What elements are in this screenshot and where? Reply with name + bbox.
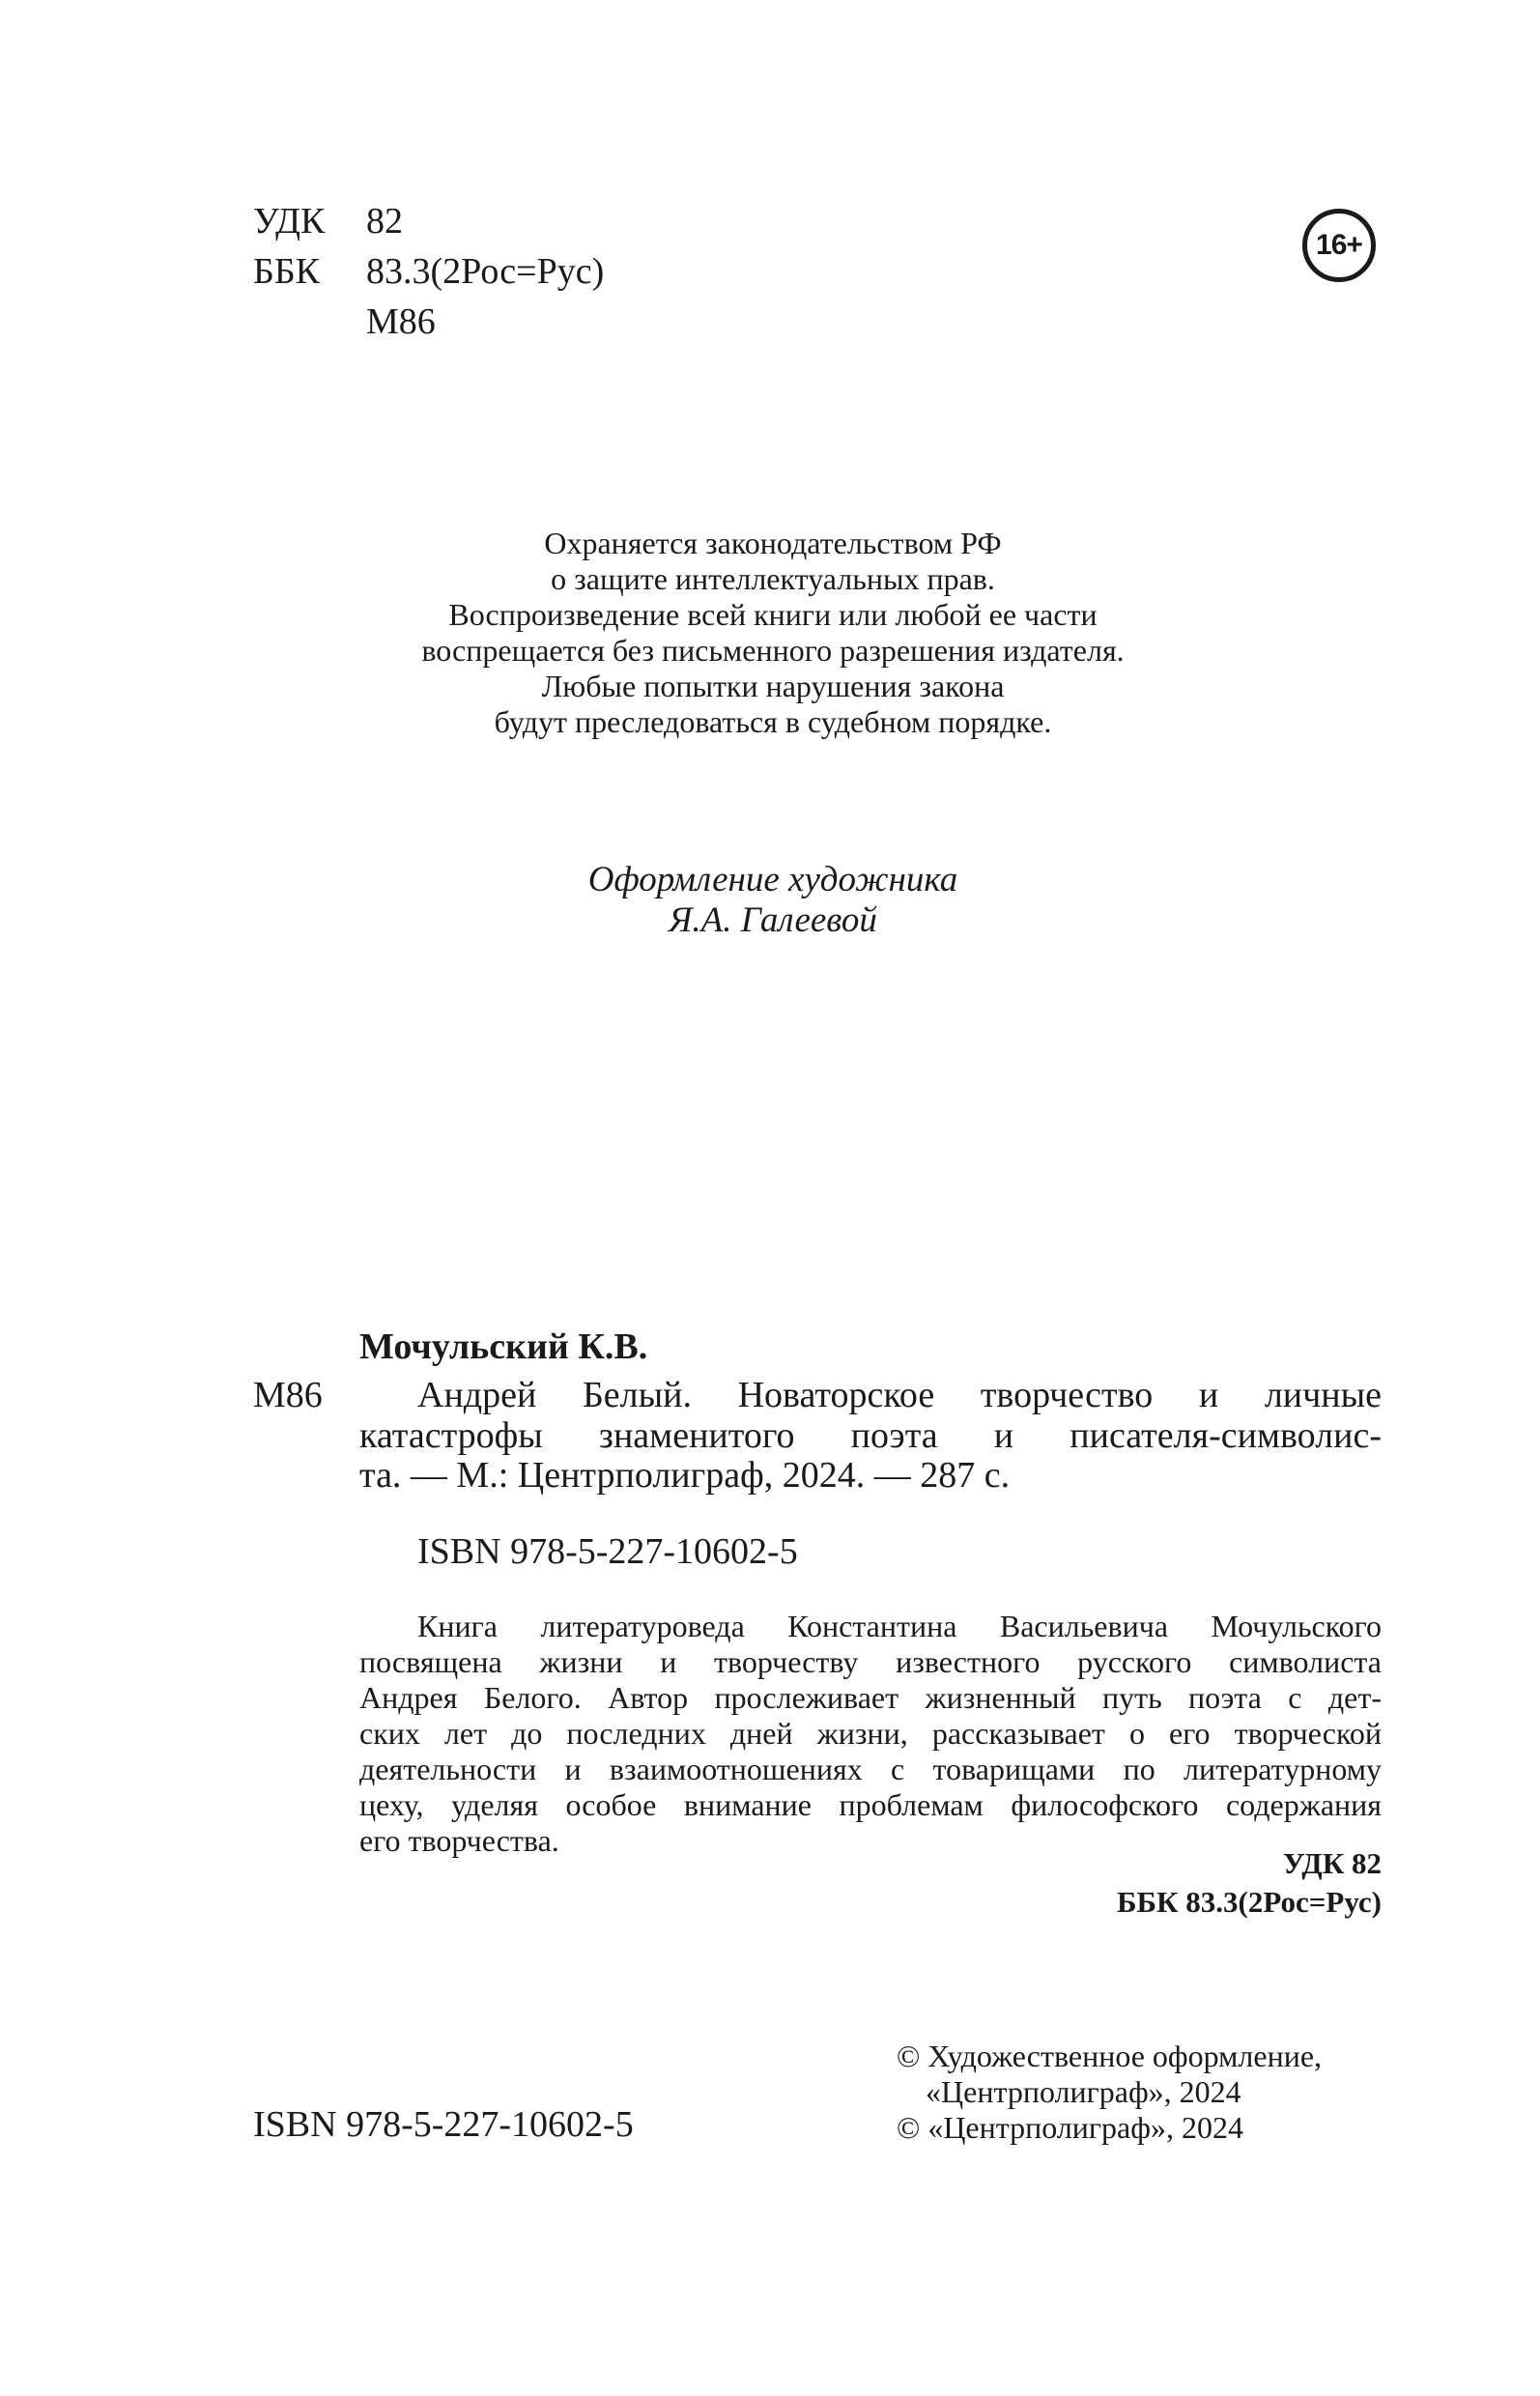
annotation [359, 1609, 1382, 1859]
legal-notice-line: воспрещается без письменного разрешения издателя. [421, 633, 1125, 668]
annotation-line: Книга литературоведа Константина Васильевича Мочульского [417, 1609, 1382, 1643]
copyright-block [897, 2039, 1322, 2146]
legal-notice [290, 526, 1256, 740]
copyright-line: © Художественное оформление, [897, 2039, 1323, 2073]
legal-notice-line: Охраняется законодательством РФ [544, 526, 1002, 560]
catalog-isbn: ISBN 978-5-227-10602-5 [417, 1531, 798, 1572]
legal-notice-line: будут преследоваться в судебном порядке. [494, 704, 1052, 739]
footer-isbn: ISBN 978-5-227-10602-5 [253, 2104, 634, 2145]
author-mark: М86 [366, 301, 436, 342]
catalog-author: Мочульский К.В. [359, 1326, 648, 1367]
udk-code [253, 203, 403, 240]
catalog-title-line: та. — М.: Центрполиграф, 2024. — 287 с. [359, 1455, 1011, 1496]
designer-name: Я.А. Галеевой [669, 900, 877, 940]
annotation-line: цеху, уделяя особое внимание проблемам философского содержания [359, 1787, 1382, 1822]
udk-label: УДК [253, 201, 326, 242]
legal-notice-line: Любые попытки нарушения закона [541, 669, 1005, 703]
legal-notice-line: Воспроизведение всей книги или любой ее части [448, 597, 1098, 632]
copyright-line: «Центрполиграф», 2024 [926, 2074, 1241, 2109]
catalog-call-number: М86 [253, 1375, 323, 1415]
age-rating-badge: 16+ [1302, 209, 1376, 282]
catalog-title-line: катастрофы знаменитого поэта и писателя-символис- [359, 1414, 1382, 1456]
catalog-title-line: Андрей Белый. Новаторское творчество и личные [417, 1375, 1382, 1415]
bbk-value: 83.3(2Рос=Рус) [366, 251, 605, 292]
annotation-line: Андрея Белого. Автор прослеживает жизненный путь поэта с дет- [359, 1680, 1382, 1715]
designer-credit [386, 860, 1159, 941]
legal-notice-line: о защите интеллектуальных прав. [551, 561, 995, 596]
author-mark-row [253, 303, 436, 340]
annotation-line: посвящена жизни и творчеству известного русского символиста [359, 1644, 1382, 1679]
bbk-label: ББК [253, 251, 320, 292]
bbk-code [253, 253, 604, 290]
annotation-line: его творчества. [359, 1823, 559, 1858]
annotation-line: ских лет до последних дней жизни, рассказывает о его творческой [359, 1716, 1382, 1751]
designer-credit-line: Оформление художника [587, 860, 958, 899]
catalog-title [359, 1376, 1382, 1497]
copyright-line: © «Центрполиграф», 2024 [897, 2110, 1243, 2145]
catalog-bbk: ББК 83.3(2Рос=Рус) [1117, 1885, 1382, 1919]
udk-value: 82 [366, 201, 403, 242]
annotation-line: деятельности и взаимоотношениях с товарищами по литературному [359, 1752, 1382, 1786]
catalog-udk: УДК 82 [1282, 1846, 1382, 1880]
